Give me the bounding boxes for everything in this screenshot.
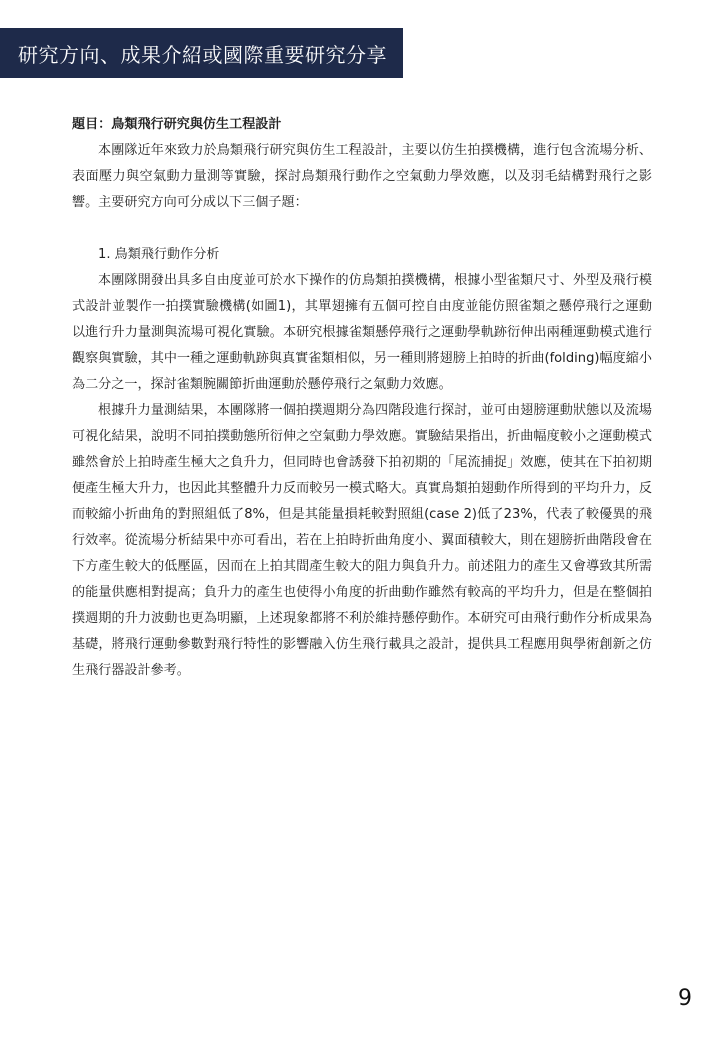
page-number: 9 xyxy=(678,986,692,1011)
body-paragraph-2: 根據升力量測結果，本團隊將一個拍撲週期分為四階段進行探討，並可由翅膀運動狀態以及流場可視化結果，說明不同拍撲動態所衍伸之空氣動力學效應。實驗結果指出，折曲幅度較小之運動模式雖然會於上拍時產生極大之負升力，但同時也會誘發下拍初期的「尾流捕捉」效應，使其在下拍初期便產生極大升力，也因此其整體升力反而較另一模式略大。真實鳥類拍翅動作所得到的平均升力，反而較縮小折曲角的對照組低了8%，但是其能量損耗較對照組(case 2)低了23%，代表了較優異的飛行效率。從流場分析結果中亦可看出，若在上拍時折曲角度小、翼面積較大，則在翅膀折曲階段會在下方產生較大的低壓區，因而在上拍其間產生較大的阻力與負升力。前述阻力的產生又會導致其所需的能量供應相對提高；負升力的產生也使得小角度的折曲動作雖然有較高的平均升力，但是在整個拍撲週期的升力波動也更為明顯，上述現象都將不利於維持懸停動作。本研究可由飛行動作分析成果為基礎，將飛行運動參數對飛行特性的影響融入仿生飛行載具之設計，提供具工程應用與學術創新之仿生飛行器設計參考。 xyxy=(72,403,652,678)
article-body xyxy=(72,112,652,684)
body-paragraph-1: 本團隊開發出具多自由度並可於水下操作的仿鳥類拍撲機構，根據小型雀類尺寸、外型及飛行模式設計並製作一拍撲實驗機構(如圖1)，其單翅擁有五個可控自由度並能仿照雀類之懸停飛行之運動以進行升力量測與流場可視化實驗。本研究根據雀類懸停飛行之運動學軌跡衍伸出兩種運動模式進行觀察與實驗，其中一種之運動軌跡與真實雀類相似，另一種則將翅膀上拍時的折曲(folding)幅度縮小為二分之一，探討雀類腕關節折曲運動於懸停飛行之氣動力效應。 xyxy=(72,273,652,392)
subtopic-heading-1: 1. 鳥類飛行動作分析 xyxy=(98,247,220,262)
section-title: 研究方向、成果介紹或國際重要研究分享 xyxy=(18,42,387,67)
section-banner xyxy=(0,28,403,78)
intro-paragraph: 本團隊近年來致力於鳥類飛行研究與仿生工程設計，主要以仿生拍撲機構，進行包含流場分析、表面壓力與空氣動力量測等實驗，探討鳥類飛行動作之空氣動力學效應，以及羽毛結構對飛行之影響。主要研究方向可分成以下三個子題： xyxy=(72,143,652,210)
article-title: 題目：鳥類飛行研究與仿生工程設計 xyxy=(72,117,282,132)
